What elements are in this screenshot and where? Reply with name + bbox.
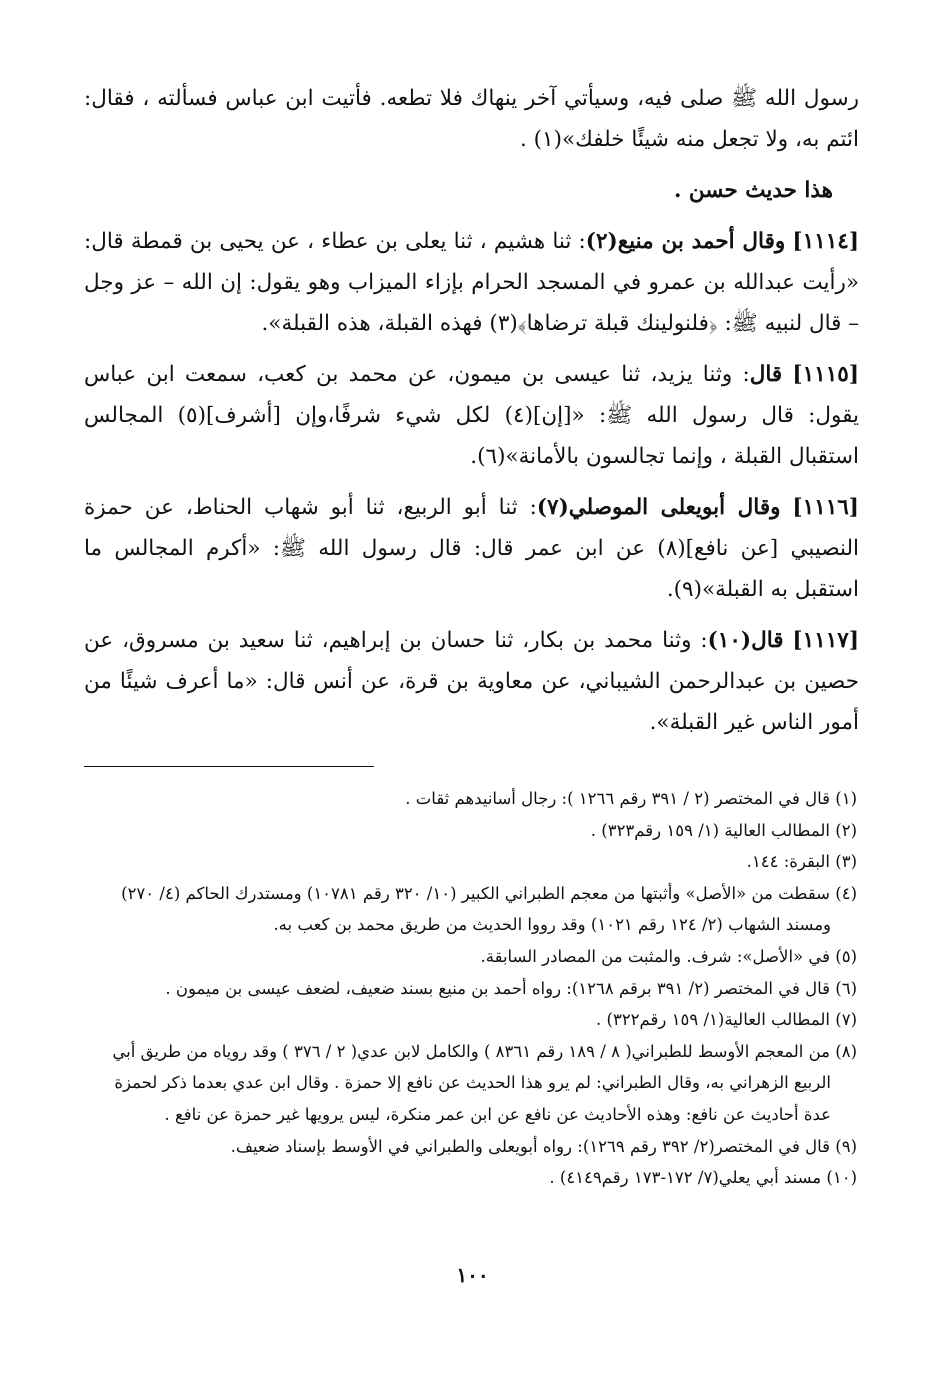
narrator-lead: قال bbox=[749, 362, 783, 387]
main-text bbox=[84, 78, 859, 753]
page-number: ١٠٠ bbox=[456, 1263, 489, 1287]
hadith-number: [١١١٧] bbox=[792, 628, 859, 653]
hadith-number: [١١١٥] bbox=[792, 362, 859, 387]
hadith-1116 bbox=[84, 487, 859, 610]
paragraph-text: : وثنا يزيد، ثنا عيسى بن ميمون، عن محمد بن كعب، سمعت ابن عباس يقول: قال رسول الله ﷺ: «[إن](٤) لكل شيء شرفًا،وإن [أشرف](٥) المجالس استقبال القبلة ، وإنما تجالسون بالأمانة»(٦). bbox=[84, 362, 859, 469]
paragraph-text: رسول الله ﷺ صلى فيه، وسيأتي آخر ينهاك فلا تطعه. فأتيت ابن عباس فسألته ، فقال: ائتم به، ولا تجعل منه شيئًا خلفك»(١) . bbox=[84, 86, 859, 152]
footnote-4: (٤) سقطت من «الأصل» وأثبتها من معجم الطبراني الكبير (١٠/ ٣٢٠ رقم ١٠٧٨١) ومستدرك الحاكم (٤/ ٢٧٠) ومسند الشهاب (٢/ ١٢٤ رقم ١٠٢١) وقد رووا الحديث من طريق محمد بن كعب به. bbox=[121, 883, 857, 935]
hadith-1114 bbox=[84, 221, 859, 344]
narrator-lead: وقال أحمد بن منيع(٢) bbox=[585, 229, 786, 254]
footnote-3: (٣) البقرة: ١٤٤. bbox=[746, 852, 857, 872]
footnote-8: (٨) من المعجم الأوسط للطبراني( ٨ / ١٨٩ رقم ٨٣٦١ ) والكامل لابن عدي( ٢ / ٣٧٦ ) وقد روياه من طريق أبي الربيع الزهراني به، وقال الطبراني: لم يرو هذا الحديث عن نافع إلا حمزة . وقال ابن عدي بعدما ذكر لحمزة عدة أحاديث عن نافع: وهذه الأحاديث عن نافع عن ابن عمر منكرة، ليس يرويها غير حمزة عن نافع . bbox=[112, 1041, 857, 1124]
footnotes bbox=[84, 783, 857, 1194]
footnote-6: (٦) قال في المختصر (٢/ ٣٩١ برقم ١٢٦٨): رواه أحمد بن منيع بسند ضعيف، لضعف عيسى بن ميمون . bbox=[165, 978, 857, 998]
narrator-lead: وقال أبويعلى الموصلي(٧) bbox=[536, 495, 781, 520]
footnote-10: (١٠) مسند أبي يعلي(٧/ ١٧٢-١٧٣ رقم٤١٤٩) . bbox=[549, 1168, 857, 1188]
hadith-1117 bbox=[84, 620, 859, 743]
hadith-1115 bbox=[84, 354, 859, 477]
footnote-7: (٧) المطالب العالية(١/ ١٥٩ رقم٣٢٢) . bbox=[596, 1010, 857, 1030]
footnote-2: (٢) المطالب العالية (١/ ١٥٩ رقم٣٢٣) . bbox=[590, 820, 857, 840]
hadith-grade: هذا حديث حسن . bbox=[673, 178, 833, 203]
footnote-divider bbox=[84, 766, 374, 767]
paragraph-continuation bbox=[84, 78, 859, 160]
footnote-5: (٥) في «الأصل»: شرف. والمثبت من المصادر السابقة. bbox=[480, 946, 857, 966]
hadith-number: [١١١٤] bbox=[792, 229, 859, 254]
footnote-9: (٩) قال في المختصر(٢/ ٣٩٢ رقم ١٢٦٩): رواه أبويعلى والطبراني في الأوسط بإسناد ضعيف. bbox=[230, 1136, 857, 1156]
paragraph-text: : ثنا هشيم ، ثنا يعلى بن عطاء ، عن يحيى بن قمطة قال: «رأيت عبدالله بن عمرو في المسجد الحرام بإزاء الميزاب وهو يقول: إن الله – عز وجل – قال لنبيه ﷺ: ﴿فلنولينك قبلة ترضاها﴾(٣) فهذه القبلة، هذه القبلة». bbox=[84, 229, 859, 336]
footnote-1: (١) قال في المختصر (٢ / ٣٩١ رقم ١٢٦٦ ): رجال أسانيدهم ثقات . bbox=[405, 789, 857, 808]
paragraph-text: : وثنا محمد بن بكار، ثنا حسان بن إبراهيم، ثنا سعيد بن مسروق، عن حصين بن عبدالرحمن الشيباني، عن معاوية بن قرة، عن أنس قال: «ما أعرف شيئًا من أمور الناس غير القبلة». bbox=[84, 628, 859, 735]
narrator-lead: قال(١٠) bbox=[707, 628, 784, 653]
hadith-number: [١١١٦] bbox=[792, 495, 859, 520]
paragraph-text: : ثنا أبو الربيع، ثنا أبو شهاب الحناط، عن حمزة النصيبي [عن نافع](٨) عن ابن عمر قال: قال رسول الله ﷺ: «أكرم المجالس ما استقبل به القبلة»(٩). bbox=[84, 495, 859, 602]
